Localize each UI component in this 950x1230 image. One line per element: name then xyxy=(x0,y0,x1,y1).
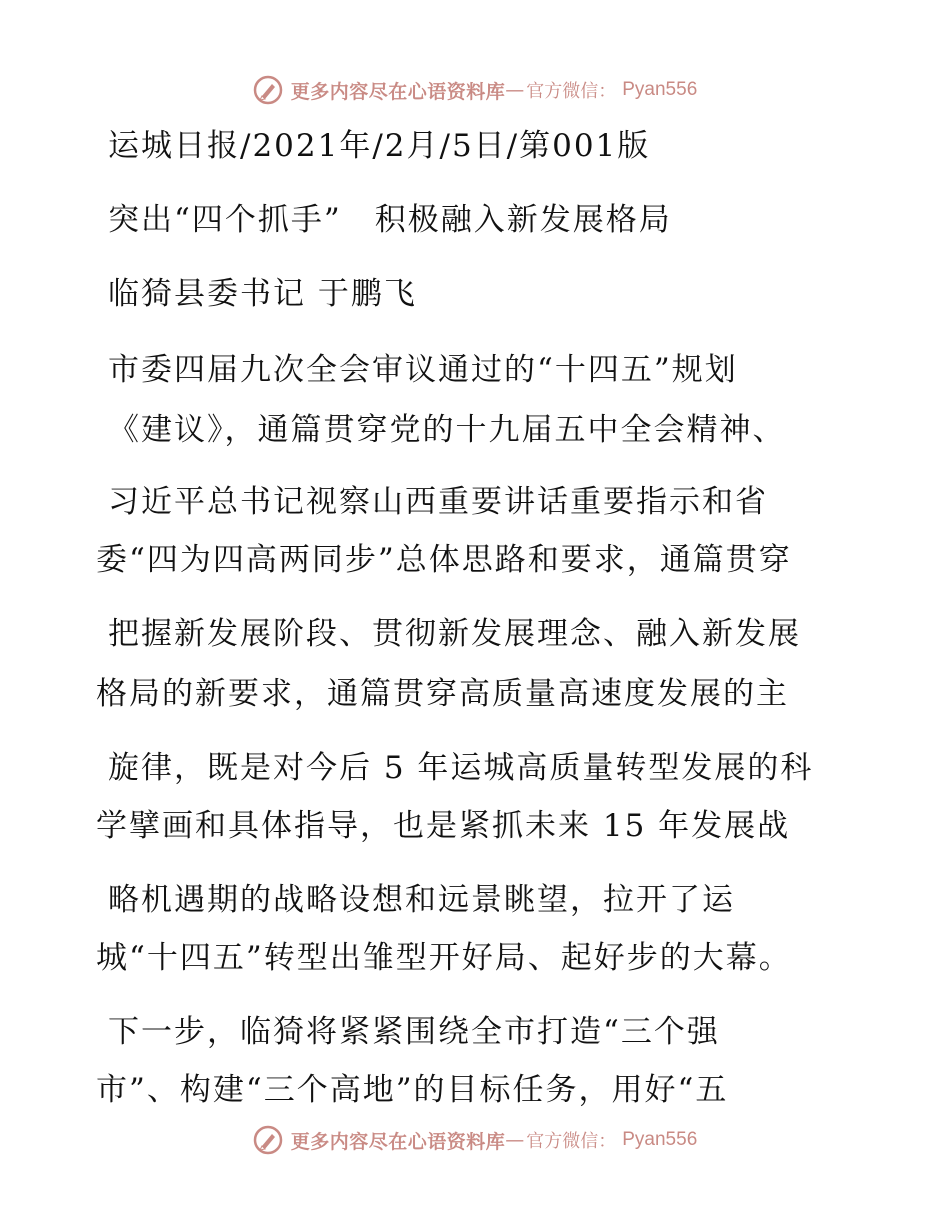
byline: 临猗县委书记 于鹏飞 xyxy=(108,276,417,312)
watermark-wechat-label: 官方微信： xyxy=(526,1131,617,1152)
watermark-wechat-label: 官方微信： xyxy=(526,81,617,102)
body-line: 习近平总书记视察山西重要讲话重要指示和省 xyxy=(108,484,768,520)
body-line: 学擘画和具体指导，也是紧抓未来 15 年发展战 xyxy=(96,808,791,844)
watermark-banner-top xyxy=(0,72,950,108)
watermark-text: 更多内容尽在心语资料库 xyxy=(290,1130,506,1153)
source-line: 运城日报/2021年/2月/5日/第001版 xyxy=(108,128,651,164)
body-line: 《建议》，通篇贯穿党的十九届五中全会精神、 xyxy=(108,412,786,448)
body-line: 旋律，既是对今后 5 年运城高质量转型发展的科 xyxy=(108,750,814,786)
body-line: 城“十四五”转型出雏型开好局、起好步的大幕。 xyxy=(96,940,792,976)
body-line: 市委四届九次全会审议通过的“十四五”规划 xyxy=(108,352,738,388)
body-line: 把握新发展阶段、贯彻新发展理念、融入新发展 xyxy=(108,616,801,652)
watermark-text: 更多内容尽在心语资料库 xyxy=(290,80,506,103)
headline: 突出“四个抓手” 积极融入新发展格局 xyxy=(108,202,672,238)
pen-logo-icon xyxy=(253,75,283,105)
body-line: 下一步，临猗将紧紧围绕全市打造“三个强 xyxy=(108,1014,720,1050)
watermark-wechat-id: Pyan556 xyxy=(622,1129,698,1150)
body-line: 格局的新要求，通篇贯穿高质量高速度发展的主 xyxy=(96,676,789,712)
body-line: 委“四为四高两同步”总体思路和要求，通篇贯穿 xyxy=(96,542,792,578)
watermark-separator: — xyxy=(505,79,525,101)
watermark-separator: — xyxy=(505,1129,525,1151)
watermark-banner-bottom xyxy=(0,1122,950,1158)
pen-logo-icon xyxy=(253,1125,283,1155)
watermark-wechat-id: Pyan556 xyxy=(622,79,698,100)
body-line: 市”、构建“三个高地”的目标任务，用好“五 xyxy=(96,1072,729,1108)
body-line: 略机遇期的战略设想和远景眺望，拉开了运 xyxy=(108,882,735,918)
